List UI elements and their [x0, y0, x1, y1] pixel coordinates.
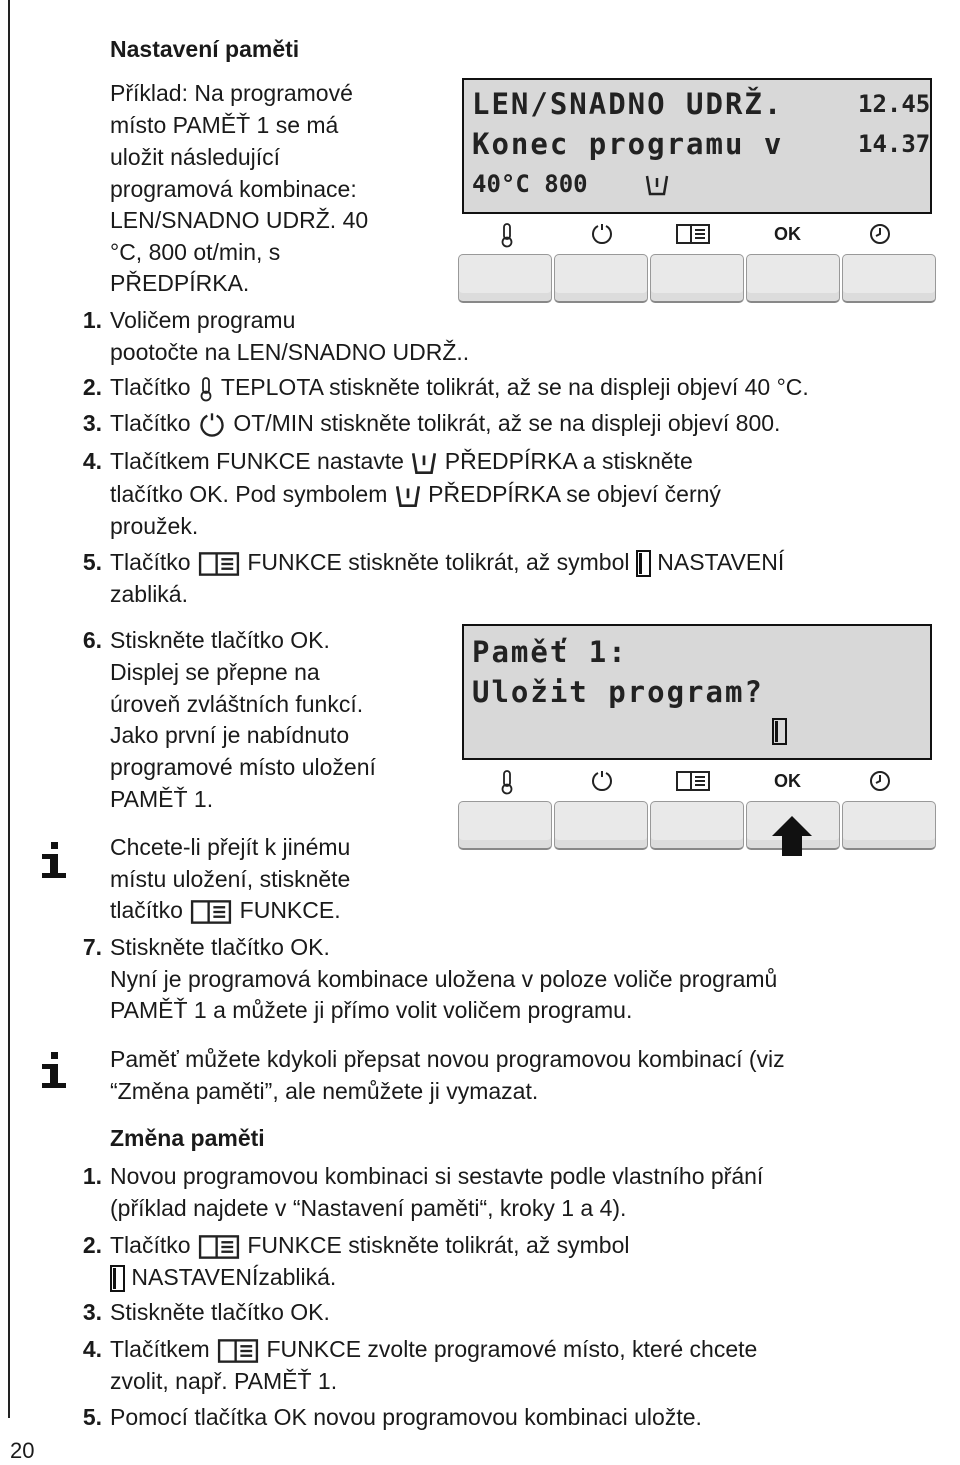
step-number: 2. [82, 1232, 102, 1258]
step-text: proužek. [110, 513, 199, 539]
lcd-display-1 [462, 78, 932, 214]
step-number: 5. [82, 549, 102, 575]
step-text-part: Tlačítko [110, 549, 191, 575]
section-heading: Nastavení paměti [110, 36, 300, 62]
step-text: PAMĚŤ 1 a můžete ji přímo volit voličem programu. [110, 997, 633, 1023]
display-line-1: LEN/SNADNO UDRŽ. [472, 87, 784, 121]
display-line-2: Konec programu v [472, 127, 784, 161]
ok-label: OK [774, 224, 801, 244]
step-number: 2. [82, 374, 102, 400]
step-number: 6. [82, 627, 102, 653]
step-text: Jako první je nabídnuto [110, 722, 350, 748]
intro-line: LEN/SNADNO UDRŽ. 40 [110, 207, 369, 233]
step-text: zvolit, např. PAMĚŤ 1. [110, 1368, 338, 1394]
spin-button[interactable] [554, 801, 648, 850]
timer-button[interactable] [842, 254, 936, 303]
step-number: 1. [82, 307, 102, 333]
functions-button[interactable] [650, 801, 744, 850]
thermometer-icon [498, 769, 516, 795]
step-text-part: Tlačítko [110, 374, 191, 400]
step-text [110, 1230, 629, 1261]
info-text: místu uložení, stiskněte [110, 866, 351, 892]
info-text: “Změna paměti”, ale nemůžete ji vymazat. [110, 1078, 539, 1104]
lcd-display-2 [462, 624, 932, 760]
step-number: 3. [82, 1299, 102, 1325]
info-text-part: FUNKCE. [239, 897, 341, 923]
button-icon-row-1 [462, 220, 930, 252]
display-time-1: 12.45 [858, 90, 931, 118]
step-text: Voličem programu [110, 307, 296, 333]
functions-button[interactable] [650, 254, 744, 303]
step-number: 5. [82, 1404, 102, 1430]
step-number: 3. [82, 410, 102, 436]
step-text: Nyní je programová kombinace uložena v poloze voliče programů [110, 966, 778, 992]
info-text: Paměť můžete kdykoli přepsat novou programovou kombinací (viz [110, 1046, 785, 1072]
button-icon-row-2 [462, 767, 930, 799]
clock-icon [868, 769, 892, 793]
intro-line: °C, 800 ot/min, s [110, 239, 281, 265]
prewash-icon [410, 449, 438, 477]
step-text: (příklad najdete v “Nastavení paměti“, kroky 1 a 4). [110, 1195, 627, 1221]
step-text-part: Tlačítko [110, 410, 191, 436]
ok-button[interactable] [746, 254, 840, 303]
step-text: programové místo uložení [110, 754, 376, 780]
step-text [110, 1262, 336, 1293]
section-heading: Změna paměti [110, 1125, 265, 1151]
clock-icon [868, 222, 892, 246]
step-text-part: Tlačítko [110, 1232, 191, 1258]
step-text: Novou programovou kombinaci si sestavte podle vlastního přání [110, 1163, 764, 1189]
spin-button[interactable] [554, 254, 648, 303]
button-row-2 [458, 801, 934, 851]
display-time-2: 14.37 [858, 130, 931, 158]
intro-line: programová kombinace: [110, 176, 357, 202]
intro-line: Příklad: Na programové [110, 80, 353, 106]
intro-line: uložit následující [110, 144, 281, 170]
step-text-part: TEPLOTA stiskněte tolikrát, až se na displeji objeví 40 °C. [220, 374, 809, 400]
step-text-part: OT/MIN stiskněte tolikrát, až se na displeji objeví 800. [233, 410, 781, 436]
temperature-button[interactable] [458, 801, 552, 850]
functions-icon [197, 1234, 241, 1260]
memory-symbol-icon [636, 550, 651, 577]
step-text-part: FUNKCE zvolte programové místo, které chcete [266, 1336, 758, 1362]
functions-icon [216, 1338, 260, 1364]
display-line-3: 40°C 800 [472, 170, 588, 198]
spin-icon [590, 222, 614, 246]
display-line-2: Uložit program? [472, 675, 764, 709]
step-text: úroveň zvláštních funkcí. [110, 691, 364, 717]
prewash-icon [394, 482, 422, 510]
functions-icon [197, 551, 241, 577]
intro-line: PŘEDPÍRKA. [110, 270, 250, 296]
step-text: zabliká. [110, 581, 188, 607]
memory-symbol-icon [110, 1265, 125, 1292]
step-text [110, 1334, 757, 1365]
button-row-1 [458, 254, 934, 304]
functions-icon [676, 770, 710, 792]
info-text-part: tlačítko [110, 897, 183, 923]
step-text-part: PŘEDPÍRKA a stiskněte [444, 448, 693, 474]
step-text: pootočte na LEN/SNADNO UDRŽ.. [110, 339, 470, 365]
step-text-part: PŘEDPÍRKA se objeví černý [428, 481, 721, 507]
step-text-part: tlačítko OK. Pod symbolem [110, 481, 388, 507]
display-line-1: Paměť 1: [472, 635, 628, 669]
info-text: Chcete-li přejít k jinému [110, 834, 351, 860]
step-text-part: Tlačítkem [110, 1336, 210, 1362]
margin-line [8, 0, 10, 1418]
step-text [110, 479, 721, 510]
spin-icon [590, 769, 614, 793]
step-text: PAMĚŤ 1. [110, 786, 214, 812]
intro-line: místo PAMĚŤ 1 se má [110, 112, 339, 138]
step-text-part: FUNKCE stiskněte tolikrát, až symbol [247, 549, 630, 575]
step-text: Stiskněte tlačítko OK. [110, 934, 330, 960]
step-text-part: Tlačítkem FUNKCE nastavte [110, 448, 404, 474]
memory-symbol-icon [772, 718, 787, 745]
functions-icon [676, 223, 710, 245]
thermometer-icon [498, 222, 516, 248]
page-number: 20 [10, 1438, 35, 1463]
step-text-part: FUNKCE stiskněte tolikrát, až symbol [247, 1232, 630, 1258]
step-text [110, 446, 693, 477]
functions-icon [189, 899, 233, 925]
step-text: Displej se přepne na [110, 659, 320, 685]
spin-icon [197, 411, 227, 439]
step-number: 1. [82, 1163, 102, 1189]
info-icon [36, 1050, 72, 1090]
timer-button[interactable] [842, 801, 936, 850]
thermometer-icon [197, 376, 215, 402]
step-number: 7. [82, 934, 102, 960]
info-text [110, 895, 341, 926]
step-text: Stiskněte tlačítko OK. [110, 1299, 330, 1325]
step-text [110, 408, 780, 439]
step-number: 4. [82, 1336, 102, 1362]
press-arrow-icon [770, 814, 814, 858]
step-text: Stiskněte tlačítko OK. [110, 627, 330, 653]
step-text: Pomocí tlačítka OK novou programovou kombinaci uložte. [110, 1404, 702, 1430]
prewash-icon [644, 172, 670, 198]
step-number: 4. [82, 448, 102, 474]
step-text [110, 372, 809, 403]
step-text-part: NASTAVENÍ [657, 549, 785, 575]
step-text [110, 547, 784, 578]
temperature-button[interactable] [458, 254, 552, 303]
info-icon [36, 840, 72, 880]
ok-label: OK [774, 771, 801, 791]
step-text-part: NASTAVENÍzabliká. [131, 1264, 337, 1290]
